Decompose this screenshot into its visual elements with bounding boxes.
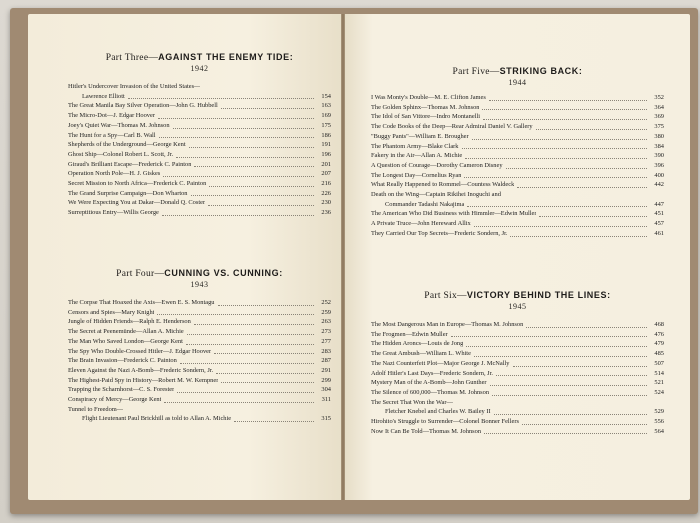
right-page (345, 14, 690, 500)
toc-entry-page: 524 (654, 388, 664, 396)
toc-entry-title: The Grand Surprise Campaign—Don Wharton (68, 189, 188, 197)
toc-entry (371, 190, 664, 200)
toc-entry-page: 299 (321, 376, 331, 384)
part-three-heading: Part Three—AGAINST THE ENEMY TIDE: (105, 52, 294, 63)
leader-dots (162, 215, 314, 216)
leader-dots (176, 157, 314, 158)
leader-dots (221, 382, 314, 383)
leader-dots (186, 344, 314, 345)
toc-entry (68, 405, 331, 415)
leader-dots (492, 395, 647, 396)
toc-entry (68, 179, 331, 189)
toc-entry (371, 369, 664, 379)
toc-entry-page: 186 (321, 131, 331, 139)
toc-entry-title: The Golden Sphinx—Thomas M. Johnson (371, 103, 480, 111)
toc-entry-title: They Carried Our Top Secrets—Frederic Sondern, Jr. (371, 229, 508, 237)
toc-entry (68, 160, 331, 170)
leader-dots (496, 375, 647, 376)
toc-entry-title: Fakery in the Air—Allan A. Michie (371, 152, 463, 160)
toc-entry-title: The Corpse That Hoaxed the Axis—Ewen E. S. Montagu (68, 299, 215, 306)
toc-entry-title: Now It Can Be Told—Thomas M. Johnson (371, 427, 482, 435)
toc-entry (68, 131, 331, 141)
toc-entry-page: 364 (654, 103, 664, 111)
toc-entry-page: 230 (321, 199, 331, 207)
toc-entry (68, 356, 331, 366)
toc-entry-page: 311 (321, 396, 331, 404)
toc-entry-title: A Question of Courage—Dorothy Cameron Disney (371, 161, 503, 169)
toc-entry (68, 308, 331, 318)
toc-entry-page: 564 (654, 427, 664, 435)
part-three-contents (68, 82, 331, 218)
leader-dots (157, 314, 314, 315)
leader-dots (221, 108, 314, 109)
toc-entry-title: Ghost Ship—Colonel Robert L. Scott, Jr. (68, 150, 174, 158)
leader-dots (513, 366, 648, 367)
toc-entry-page: 236 (321, 209, 331, 217)
toc-entry-title: Adolf Hitler's Last Days—Frederic Sondern, Jr. (371, 369, 494, 377)
leader-dots (189, 147, 314, 148)
toc-entry-page: 457 (654, 220, 664, 228)
toc-entry-title: The Phantom Army—Blake Clark (371, 142, 459, 150)
toc-entry (371, 209, 664, 219)
toc-entry-page: 479 (654, 340, 664, 348)
leader-dots (216, 373, 314, 374)
toc-entry-title: Fletcher Knebel and Charles W. Bailey II (385, 408, 491, 416)
leader-dots (194, 166, 314, 167)
toc-entry-title: Hitler's Undercover Invasion of the United States— (68, 83, 201, 90)
toc-entry-page: 291 (321, 366, 331, 374)
toc-entry-page: 529 (654, 408, 664, 416)
leader-dots (467, 206, 647, 207)
toc-entry-page: 207 (321, 170, 331, 178)
toc-entry (371, 417, 664, 427)
toc-entry-page: 396 (654, 161, 664, 169)
toc-entry (371, 427, 664, 437)
leader-dots (472, 139, 647, 140)
leader-dots (187, 334, 314, 335)
leader-dots (163, 176, 314, 177)
toc-entry (371, 151, 664, 161)
leader-dots (482, 109, 647, 110)
toc-entry-page: 163 (321, 102, 331, 110)
toc-entry (68, 376, 331, 386)
toc-entry-title: Censors and Spies—Mary Knight (68, 308, 155, 316)
toc-entry-page: 154 (321, 92, 331, 100)
toc-entry (371, 122, 664, 132)
toc-entry-page: 400 (654, 171, 664, 179)
toc-entry-title: The Great Manila Bay Silver Operation—John G. Hubbell (68, 102, 218, 110)
leader-dots (191, 195, 314, 196)
toc-entry-title: The Secret at Peenemünde—Allan A. Michie (68, 328, 184, 336)
leader-dots (177, 392, 314, 393)
part-six-contents (371, 320, 664, 436)
toc-entry-title: The Idol of San Vittore—Indro Montanelli (371, 113, 481, 121)
toc-entry (371, 180, 664, 190)
leader-dots (484, 433, 647, 434)
toc-entry (68, 385, 331, 395)
toc-entry (371, 359, 664, 369)
toc-entry-title: Conspiracy of Mercy—George Kent (68, 396, 162, 404)
toc-entry-title: The Secret That Won the War— (371, 398, 453, 406)
part-three-year: 1942 (190, 64, 209, 73)
toc-entry-page: 216 (321, 180, 331, 188)
toc-entry (68, 150, 331, 160)
toc-entry (371, 320, 664, 330)
toc-entry-page: 315 (321, 415, 331, 423)
toc-entry-page: 175 (321, 121, 331, 129)
toc-entry-title: Joey's Quiet War—Thomas M. Johnson (68, 121, 170, 129)
toc-entry-title: Commander Tadashi Nakajima (385, 200, 465, 208)
part-five-section (371, 66, 664, 239)
toc-entry-title: The Most Dangerous Man in Europe—Thomas M. Johnson (371, 321, 524, 328)
toc-entry (371, 229, 664, 239)
part-three-section (68, 52, 331, 218)
toc-entry-page: 485 (654, 350, 664, 358)
toc-entry-title: The Silence of 600,000—Thomas M. Johnson (371, 388, 490, 396)
toc-entry-title: Eleven Against the Nazi A-Bomb—Frederic Sondern, Jr. (68, 366, 214, 374)
leader-dots (214, 353, 314, 354)
leader-dots (526, 327, 647, 328)
toc-entry-title: Mystery Man of the A-Bomb—John Gunther (371, 379, 487, 387)
toc-entry (68, 189, 331, 199)
toc-entry (371, 219, 664, 229)
toc-entry-title: The Man Who Saved London—George Kent (68, 337, 183, 345)
toc-entry-title: Surreptitious Entry—Willis George (68, 209, 159, 217)
leader-dots (536, 129, 647, 130)
toc-entry-title: The Highest-Paid Spy in History—Robert M. W. Kempner (68, 376, 219, 384)
toc-entry (371, 378, 664, 388)
part-four-heading: Part Four—CUNNING VS. CUNNING: (116, 268, 283, 279)
toc-entry (371, 142, 664, 152)
leader-dots (474, 226, 647, 227)
part-five-heading: Part Five—STRIKING BACK: (452, 66, 583, 77)
toc-entry-title: A Private Truce—John Hereward Allix (371, 220, 471, 228)
toc-entry-title: What Really Happened to Rommel—Countess Waldeck (371, 181, 515, 189)
leader-dots (462, 148, 647, 149)
toc-entry-page: 375 (654, 123, 664, 131)
toc-entry-title: The Brain Invasion—Frederick C. Painton (68, 357, 177, 365)
leader-dots (194, 324, 314, 325)
toc-entry (371, 161, 664, 171)
part-six-year: 1945 (508, 302, 527, 311)
toc-entry (68, 169, 331, 179)
toc-entry-title: Operation North Pole—H. J. Giskes (68, 170, 161, 178)
leader-dots (159, 137, 314, 138)
toc-entry (68, 140, 331, 150)
leader-dots (506, 168, 647, 169)
left-page (28, 14, 341, 500)
toc-entry-page: 201 (321, 160, 331, 168)
toc-entry-page: 169 (321, 112, 331, 120)
toc-entry (68, 82, 331, 92)
leader-dots (489, 100, 647, 101)
toc-entry (371, 171, 664, 181)
leader-dots (234, 421, 314, 422)
leader-dots (517, 187, 647, 188)
leader-dots (522, 424, 647, 425)
leader-dots (490, 385, 647, 386)
toc-entry-page: 380 (654, 132, 664, 140)
toc-entry-page: 304 (321, 386, 331, 394)
toc-entry (371, 398, 664, 408)
toc-entry-title: Jungle of Hidden Friends—Ralph E. Henderson (68, 318, 191, 326)
toc-entry-page: 283 (321, 347, 331, 355)
toc-entry (371, 93, 664, 103)
leader-dots (128, 98, 314, 99)
leader-dots (208, 205, 314, 206)
leader-dots (158, 118, 314, 119)
toc-entry-title: Death on the Wing—Captain Rikihei Inoguchi and (371, 191, 501, 199)
toc-entry-title: Shepherds of the Underground—George Kent (68, 141, 186, 149)
leader-dots (451, 336, 647, 337)
toc-entry (68, 111, 331, 121)
toc-entry-title: Lawrence Elliott (82, 92, 125, 100)
toc-entry (68, 337, 331, 347)
toc-entry-title: Secret Mission to North Africa—Frederick C. Painton (68, 180, 207, 188)
leader-dots (218, 305, 315, 306)
toc-entry (371, 103, 664, 113)
toc-entry (68, 366, 331, 376)
part-six-section (371, 290, 664, 436)
toc-entry-title: The Hunt for a Spy—Carl B. Wall (68, 131, 156, 139)
toc-entry-page: 507 (654, 359, 664, 367)
part-four-section (68, 268, 331, 424)
toc-entry-page: 390 (654, 152, 664, 160)
leader-dots (539, 216, 647, 217)
toc-entry (371, 407, 664, 417)
toc-entry-page: 461 (654, 229, 664, 237)
toc-entry-title: The Hidden Aroncs—Louis de Jong (371, 340, 464, 348)
toc-entry-page: 556 (654, 418, 664, 426)
leader-dots (464, 177, 647, 178)
toc-entry-page: 369 (654, 113, 664, 121)
toc-entry-page: 277 (321, 337, 331, 345)
toc-entry (68, 347, 331, 357)
part-four-contents (68, 298, 331, 424)
toc-entry-page: 451 (654, 210, 664, 218)
toc-entry (68, 327, 331, 337)
toc-entry (371, 132, 664, 142)
toc-entry-page: 514 (654, 369, 664, 377)
toc-entry-page: 521 (654, 379, 664, 387)
toc-entry-title: I Was Monty's Double—M. E. Clifton James (371, 94, 486, 101)
leader-dots (494, 414, 647, 415)
toc-entry (68, 395, 331, 405)
part-five-contents (371, 93, 664, 239)
toc-entry (68, 92, 331, 102)
toc-entry-title: The Micro-Dot—J. Edgar Hoover (68, 112, 155, 120)
toc-entry (371, 330, 664, 340)
leader-dots (483, 119, 647, 120)
part-six-heading: Part Six—VICTORY BEHIND THE LINES: (424, 290, 611, 301)
toc-entry-page: 252 (321, 299, 331, 306)
toc-entry-title: The Longest Day—Cornelius Ryan (371, 171, 462, 179)
toc-entry-page: 442 (654, 181, 664, 189)
toc-entry-page: 263 (321, 318, 331, 326)
part-four-year: 1943 (190, 280, 209, 289)
toc-entry-title: "Buggy Pants"—William E. Brougher (371, 132, 469, 140)
toc-entry-title: Hirohito's Struggle to Surrender—Colonel Bonner Fellers (371, 418, 519, 426)
toc-entry-title: The Spy Who Double-Crossed Hitler—J. Edgar Hoover (68, 347, 212, 355)
toc-entry-title: We Were Expecting You at Dakar—Donald Q. Coster (68, 199, 206, 207)
leader-dots (180, 363, 314, 364)
leader-dots (164, 402, 314, 403)
toc-entry-page: 476 (654, 330, 664, 338)
toc-entry-title: Trapping the Scharnhorst—C. S. Forester (68, 386, 175, 394)
toc-entry (68, 298, 331, 308)
leader-dots (209, 186, 314, 187)
toc-entry-title: The Nazi Counterfeit Plot—Major George J. McNally (371, 359, 510, 367)
toc-entry-title: Giraud's Brilliant Escape—Frederick C. Painton (68, 160, 192, 168)
toc-entry-page: 226 (321, 189, 331, 197)
toc-entry (68, 101, 331, 111)
toc-entry-title: The Code Books of the Deep—Rear Admiral Daniel V. Gallery (371, 123, 533, 131)
leader-dots (510, 236, 647, 237)
toc-entry (371, 339, 664, 349)
toc-entry-page: 447 (654, 200, 664, 208)
toc-entry-page: 352 (654, 94, 664, 101)
toc-entry-page: 287 (321, 357, 331, 365)
leader-dots (474, 356, 647, 357)
toc-entry (68, 317, 331, 327)
part-five-year: 1944 (508, 78, 527, 87)
toc-entry-page: 273 (321, 328, 331, 336)
toc-entry (371, 112, 664, 122)
leader-dots (465, 158, 647, 159)
toc-entry-title: Tunnel to Freedom— (68, 405, 124, 413)
toc-entry (371, 200, 664, 210)
toc-entry (68, 414, 331, 424)
toc-entry-title: The Great Ambush—William L. White (371, 350, 471, 358)
toc-entry-title: The American Who Did Business with Himmler—Edwin Muller (371, 210, 537, 218)
toc-entry-title: The Frogmen—Edwin Muller (371, 330, 448, 338)
toc-entry-page: 191 (321, 141, 331, 149)
toc-entry-title: Flight Lieutenant Paul Brickhill as told to Allan A. Michie (82, 415, 232, 423)
leader-dots (466, 346, 647, 347)
toc-entry-page: 384 (654, 142, 664, 150)
toc-entry (68, 121, 331, 131)
toc-entry (371, 388, 664, 398)
toc-entry-page: 468 (654, 321, 664, 328)
toc-entry (371, 349, 664, 359)
leader-dots (173, 128, 314, 129)
toc-entry (68, 198, 331, 208)
toc-entry (68, 208, 331, 218)
toc-entry-page: 259 (321, 308, 331, 316)
toc-entry-page: 196 (321, 150, 331, 158)
